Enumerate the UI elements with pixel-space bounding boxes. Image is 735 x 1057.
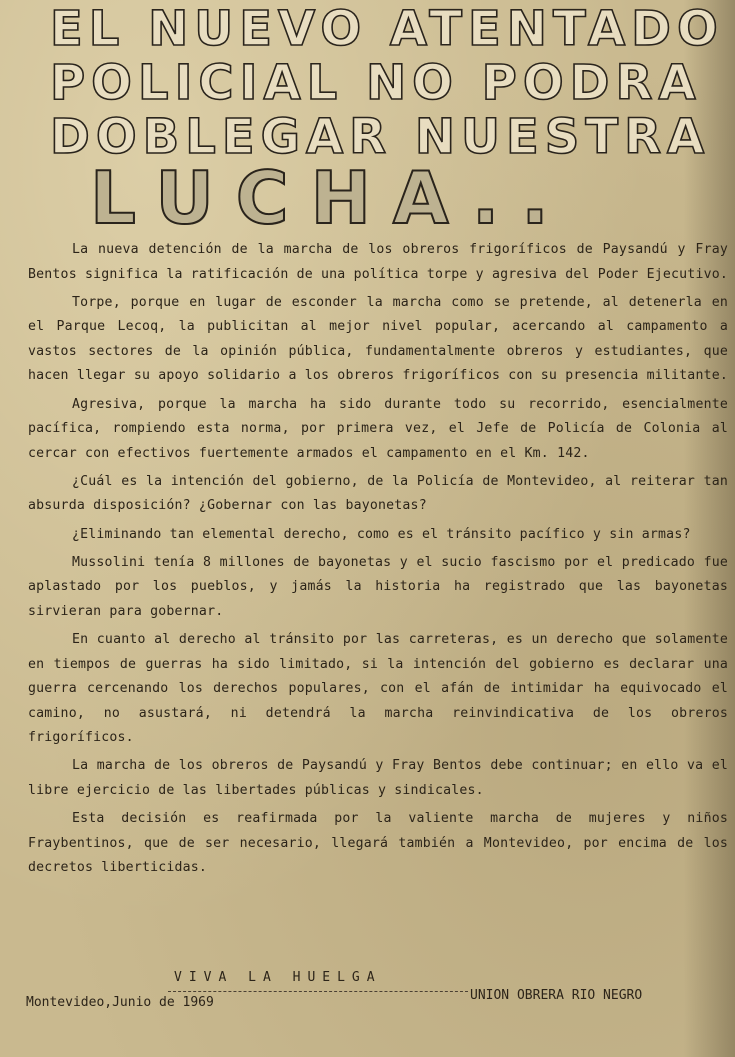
paragraph-6: Mussolini tenía 8 millones de bayonetas y el sucio fascismo por el predicado fue aplastado por los pueblos, y jamás la historia ha registrado que las bayonetas sirvieran para gobernar. — [28, 554, 728, 619]
paragraph-1: La nueva detención de la marcha de los obreros frigoríficos de Paysandú y Fray Bentos significa la ratificación de una política torpe y agresiva del Poder Ejecutivo. — [28, 242, 729, 282]
paragraph-5: ¿Eliminando tan elemental derecho, como es el tránsito pacífico y sin armas? — [72, 526, 691, 542]
headline-line-4: LUCHA.. — [90, 156, 571, 240]
place-date: Montevideo,Junio de 1969 — [26, 995, 214, 1010]
headline-line-1: EL NUEVO ATENTADO — [50, 1, 724, 57]
slogan: VIVA LA HUELGA — [174, 970, 382, 985]
paragraph-8: La marcha de los obreros de Paysandú y Fray Bentos debe continuar; en ello va el libre ejercicio de las libertades públicas y sindicales. — [28, 758, 728, 798]
signature: UNION OBRERA RIO NEGRO — [470, 988, 643, 1003]
paragraph-3: Agresiva, porque la marcha ha sido durante todo su recorrido, esencialmente pacífica, rompiendo esta norma, por primera vez, el Jefe de Policía de Colonia al cercar con efectivos fuertemente armados el campamento en el Km. 142. — [28, 396, 728, 461]
headline-line-2: POLICIAL NO PODRA — [50, 55, 702, 111]
paragraph-2: Torpe, porque en lugar de esconder la marcha como se pretende, al detenerla en el Parque Lecoq, la publicitan al mejor nivel popular, acercando al campamento a vastos sectores de la opinión pública, fundamentalmente obreros y estudiantes, que hacen llegar su apoyo solidario a los obreros frigoríficos con su presencia militante. — [28, 294, 729, 384]
headline-line-3: DOBLEGAR NUESTRA — [50, 109, 711, 165]
body-text — [28, 238, 728, 884]
paragraph-4: ¿Cuál es la intención del gobierno, de la Policía de Montevideo, al reiterar tan absurda disposición? ¿Gobernar con las bayonetas? — [28, 473, 728, 514]
paragraph-9: Esta decisión es reafirmada por la valiente marcha de mujeres y niños Fraybentinos, que de ser necesario, llegará también a Montevideo, por encima de los decretos liberticidas. — [28, 811, 728, 876]
headline — [50, 1, 724, 240]
paragraph-7: En cuanto al derecho al tránsito por las carreteras, es un derecho que solamente en tiempos de guerras ha sido limitado, si la intención del gobierno es declarar una guerra cercenando los derechos populares, con el afán de intimidar ha equivocado el camino, no asustará, ni detendrá la marcha reinvindicativa de los obreros frigoríficos. — [28, 631, 728, 746]
slogan-rule — [168, 991, 468, 992]
